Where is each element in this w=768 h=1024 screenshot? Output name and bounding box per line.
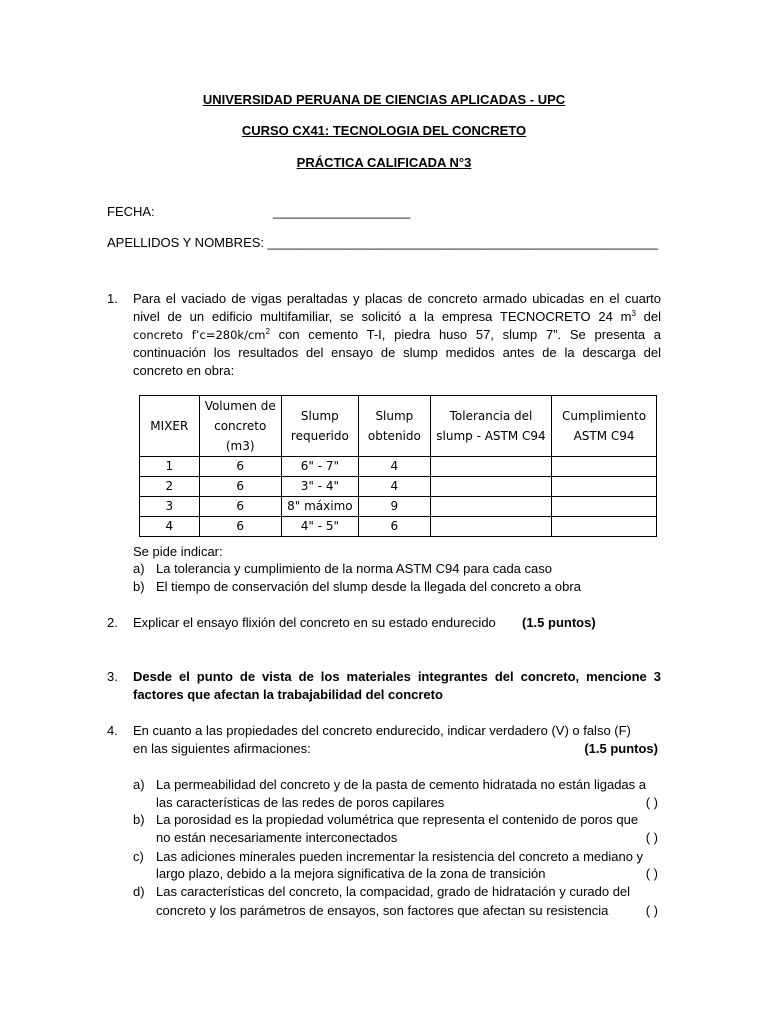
table-row (140, 497, 657, 517)
slump-table (139, 395, 657, 537)
header-tolerance: Tolerancia del slump - ASTM C94 (430, 396, 551, 457)
q4-item-answer-box[interactable]: ( ) (645, 903, 658, 918)
header-mixer: MIXER (140, 396, 200, 457)
table-cell: 4 (358, 457, 430, 477)
q1-sup2: 2 (265, 327, 270, 336)
q4-item-line2: concreto y los parámetros de ensayos, son factores que afectan su resistencia (156, 903, 609, 918)
name-blank: ______________________________________________________ (267, 235, 659, 250)
table-cell: 1 (140, 457, 200, 477)
table-cell: 6 (199, 457, 281, 477)
table-cell: 2 (140, 477, 200, 497)
q1-ask-b: El tiempo de conservación del slump desde la llegada del concreto a obra (156, 579, 581, 594)
q1-text-b: del (635, 309, 661, 324)
table-cell (552, 477, 657, 497)
table-cell (430, 497, 551, 517)
table-cell: 6" - 7" (281, 457, 358, 477)
q4-item-line1: La porosidad es la propiedad volumétrica que representa el contenido de poros que (156, 812, 639, 827)
q4-points: (1.5 puntos) (584, 741, 658, 756)
q1-asks-intro: Se pide indicar: (133, 544, 223, 559)
table-cell (552, 517, 657, 537)
table-cell: 3 (140, 497, 200, 517)
q4-item-letter: c) (133, 849, 144, 864)
university-title: UNIVERSIDAD PERUANA DE CIENCIAS APLICADAS - UPC (202, 92, 566, 107)
q4-number: 4. (107, 723, 118, 738)
q4-item-letter: d) (133, 884, 145, 899)
q1-concrete: concreto f’c=280k/cm (133, 328, 266, 342)
table-cell (430, 477, 551, 497)
table-cell (430, 457, 551, 477)
table-row (140, 457, 657, 477)
name-label: APELLIDOS Y NOMBRES: (107, 235, 265, 250)
date-blank: ___________________ (273, 204, 411, 219)
q1-ask-a: La tolerancia y cumplimiento de la norma ASTM C94 para cada caso (156, 561, 552, 576)
q4-item-answer-box[interactable]: ( ) (645, 866, 658, 881)
table-cell: 4" - 5" (281, 517, 358, 537)
q1-sup3: 3 (631, 309, 636, 318)
table-cell: 3" - 4" (281, 477, 358, 497)
q2-points: (1.5 puntos) (522, 615, 596, 630)
q1-text-c: con cemento T-I, piedra huso 57, slump 7”. Se presenta a continuación los resultados del ensayo de slump medidos antes de la descarga del concreto en obra: (133, 327, 661, 378)
table-row (140, 477, 657, 497)
header-slump-obtained: Slump obtenido (358, 396, 430, 457)
q4-item-answer-box[interactable]: ( ) (645, 795, 658, 810)
table-cell: 9 (358, 497, 430, 517)
practice-title: PRÁCTICA CALIFICADA N°3 (296, 155, 472, 170)
q4-item-line2: no están necesariamente interconectados (156, 830, 398, 845)
table-cell (430, 517, 551, 537)
course-title: CURSO CX41: TECNOLOGIA DEL CONCRETO (241, 123, 527, 138)
q4-item-line2: las características de las redes de poros capilares (156, 795, 445, 810)
q4-line1: En cuanto a las propiedades del concreto endurecido, indicar verdadero (V) o falso (F) (133, 723, 631, 738)
table-cell (552, 497, 657, 517)
q1-ask-b-letter: b) (133, 579, 145, 594)
q4-item-line1: Las adiciones minerales pueden incrementar la resistencia del concreto a mediano y (156, 849, 644, 864)
q4-item-answer-box[interactable]: ( ) (645, 830, 658, 845)
table-cell: 4 (358, 477, 430, 497)
table-cell: 6 (199, 497, 281, 517)
q1-text (133, 290, 661, 380)
header-volume: Volumen de concreto (m3) (199, 396, 281, 457)
name-row (107, 234, 658, 252)
q4-item-line1: Las características del concreto, la compacidad, grado de hidratación y curado del (156, 884, 631, 899)
table-cell: 6 (358, 517, 430, 537)
header-compliance: Cumplimiento ASTM C94 (552, 396, 657, 457)
q1-number: 1. (107, 291, 118, 306)
table-cell (552, 457, 657, 477)
q4-item-letter: b) (133, 812, 145, 827)
table-cell: 6 (199, 517, 281, 537)
q2-text: Explicar el ensayo flixión del concreto en su estado endurecido (133, 615, 496, 630)
table-header-row (140, 396, 657, 457)
header-slump-required: Slump requerido (281, 396, 358, 457)
q1-text-a: Para el vaciado de vigas peraltadas y placas de concreto armado ubicadas en el cuarto nivel de un edificio multifamiliar, se solicitó a la empresa TECNOCRETO 24 m (133, 291, 661, 324)
q4-item-letter: a) (133, 777, 145, 792)
q3-text: Desde el punto de vista de los materiales integrantes del concreto, mencione 3 factores que afectan la trabajabilidad del concreto (133, 669, 661, 702)
q3-number: 3. (107, 669, 118, 684)
q2-number: 2. (107, 615, 118, 630)
table-cell: 6 (199, 477, 281, 497)
q1-ask-a-letter: a) (133, 561, 145, 576)
table-cell: 4 (140, 517, 200, 537)
date-label: FECHA: (107, 204, 155, 219)
table-cell: 8" máximo (281, 497, 358, 517)
q4-line2: en las siguientes afirmaciones: (133, 741, 311, 756)
q4-item-line1: La permeabilidad del concreto y de la pasta de cemento hidratada no están ligadas a (156, 777, 646, 792)
table-row (140, 517, 657, 537)
q4-item-line2: largo plazo, debido a la mejora significativa de la zona de transición (156, 866, 546, 881)
